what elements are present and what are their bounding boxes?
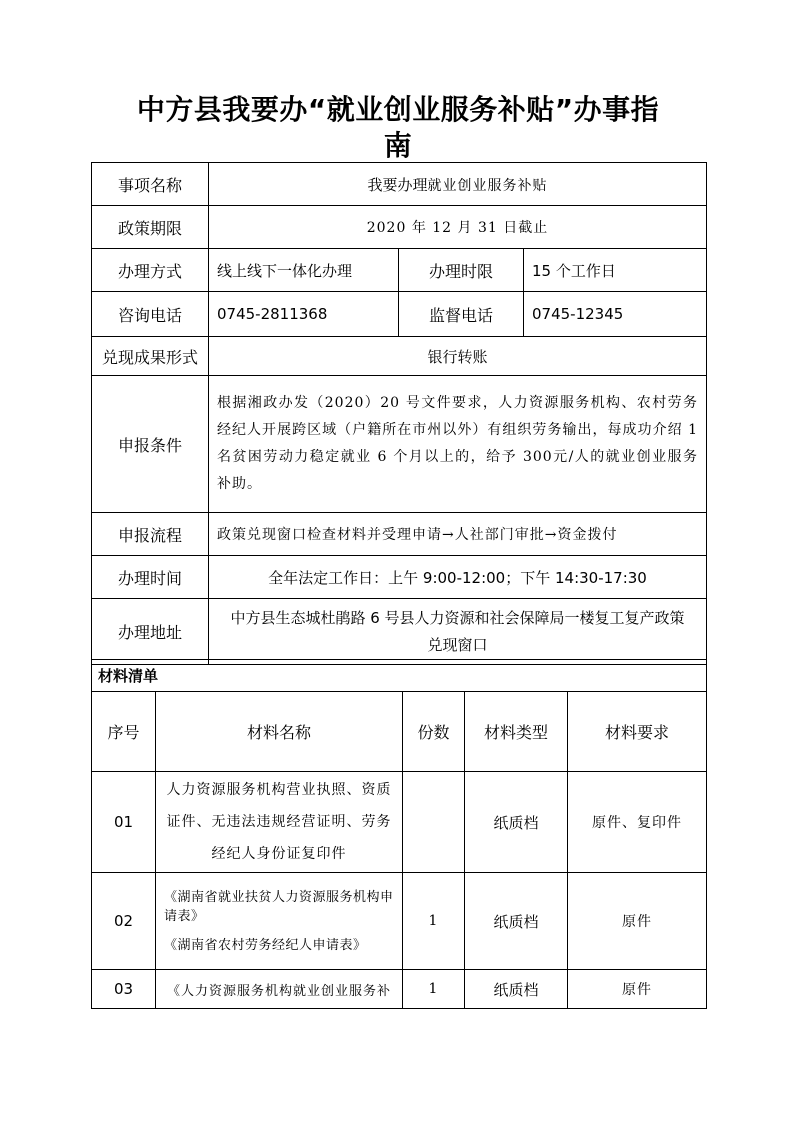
header-type: 材料类型 [465,692,568,772]
table-row [92,970,707,1009]
material-name-line: 人力资源服务机构营业执照、资质 [166,782,392,798]
table-row [92,772,707,873]
header-name: 材料名称 [156,692,403,772]
address-value [209,599,707,665]
result-form-label: 兑现成果形式 [92,337,209,376]
row-copies [403,772,465,873]
conditions-label: 申报条件 [92,376,209,513]
row-material-name [156,873,403,970]
row-copies: 1 [403,970,465,1009]
row-material-name [156,772,403,873]
row-office-hours [92,556,707,599]
title-line-2: 南 [383,129,413,162]
process-label: 申报流程 [92,513,209,556]
material-name-line: 证件、无违法违规经营证明、劳务 [166,814,392,830]
supervise-phone-label: 监督电话 [399,292,524,337]
row-requirement: 原件、复印件 [568,772,707,873]
office-hours-value: 全年法定工作日：上午 9:00-12:00；下午 14:30-17:30 [209,556,707,599]
row-type: 纸质档 [465,772,568,873]
conditions-value: 根据湘政办发（2020）20 号文件要求，人力资源服务机构、农村劳务经纪人开展跨区域（户籍所在市州以外）有组织劳务输出，每成功介绍 1 名贫困劳动力稳定就业 6 个月以上的，给予 300元/人的就业创业服务补助。 [209,376,707,513]
row-requirement: 原件 [568,873,707,970]
materials-section-title: 材料清单 [92,660,707,692]
row-no: 01 [92,772,156,873]
row-method [92,249,707,292]
material-name-paragraph: 《湖南省农村劳务经纪人申请表》 [164,937,367,953]
item-name-cell [209,163,707,206]
address-line-2: 兑现窗口 [427,635,488,654]
consult-phone-value: 0745-2811368 [209,292,399,337]
table-row [92,873,707,970]
row-type: 纸质档 [465,970,568,1009]
material-name-line: 经纪人身份证复印件 [211,846,347,862]
item-name-label: 事项名称 [92,163,209,206]
row-material-name: 《人力资源服务机构就业创业服务补 [156,970,403,1009]
office-hours-label: 办理时间 [92,556,209,599]
title-line-1: 中方县我要办“就业创业服务补贴”办事指 [136,93,660,126]
row-address [92,599,707,665]
method-label: 办理方式 [92,249,209,292]
row-conditions [92,376,707,513]
row-result-form [92,337,707,376]
service-info-table [91,162,707,665]
materials-title-row [92,660,707,692]
material-name-paragraph: 《湖南省就业扶贫人力资源服务机构申请表》 [164,889,394,924]
row-copies: 1 [403,873,465,970]
consult-phone-label: 咨询电话 [92,292,209,337]
row-phones [92,292,707,337]
process-value: 政策兑现窗口检查材料并受理申请→人社部门审批→资金拨付 [209,513,707,556]
result-form-value: 银行转账 [209,337,707,376]
page-title [100,92,696,164]
header-no: 序号 [92,692,156,772]
time-limit-value: 15 个工作日 [524,249,707,292]
row-type: 纸质档 [465,873,568,970]
supervise-phone-value: 0745-12345 [524,292,707,337]
policy-period-label: 政策期限 [92,206,209,249]
row-item-name [92,163,707,206]
item-name-value: 就业创业服务补贴 [427,177,548,194]
method-value: 线上线下一体化办理 [209,249,399,292]
time-limit-label: 办理时限 [399,249,524,292]
row-process [92,513,707,556]
row-no: 03 [92,970,156,1009]
item-name-prefix: 我要办理 [367,175,428,194]
header-requirement: 材料要求 [568,692,707,772]
materials-table [91,659,707,1009]
policy-period-value: 2020 年 12 月 31 日截止 [209,206,707,249]
header-copies: 份数 [403,692,465,772]
row-no: 02 [92,873,156,970]
address-label: 办理地址 [92,599,209,665]
materials-header-row [92,692,707,772]
address-line-1: 中方县生态城杜鹃路 6 号县人力资源和社会保障局一楼复工复产政策 [230,608,685,627]
row-policy-period [92,206,707,249]
row-requirement: 原件 [568,970,707,1009]
